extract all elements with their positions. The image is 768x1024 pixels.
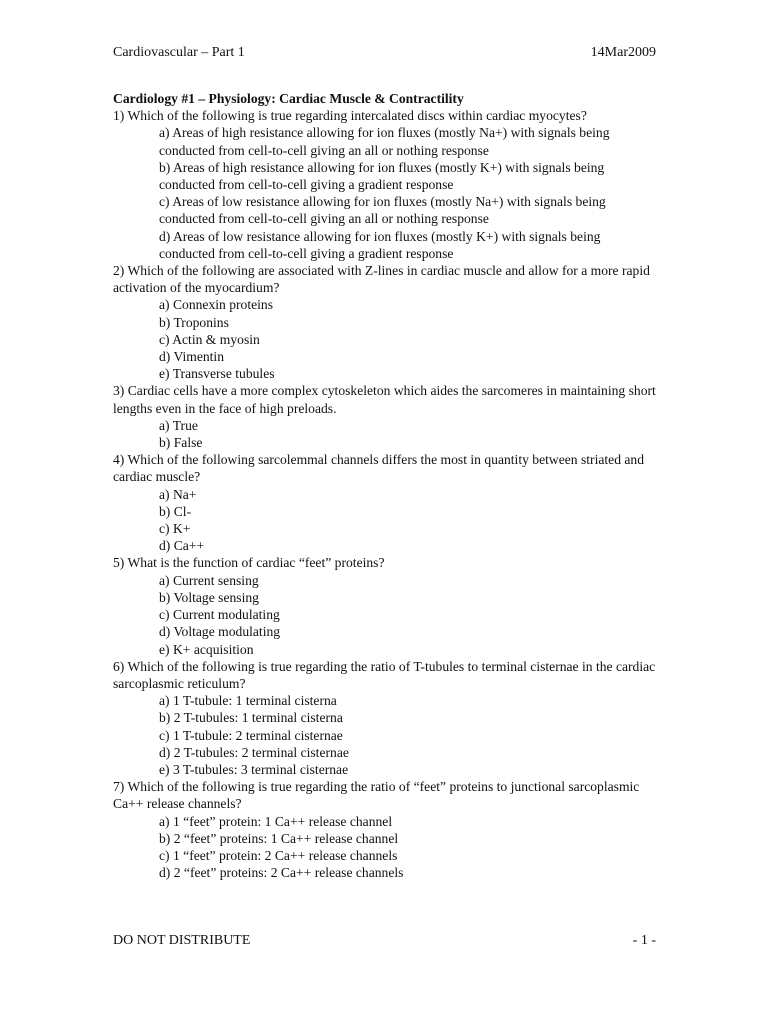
answer-option: e) Transverse tubules	[159, 366, 275, 382]
answer-option: d) Vimentin	[159, 349, 225, 365]
answer-option: c) K+	[159, 521, 191, 537]
answer-option: a) Areas of high resistance allowing for ion fluxes (mostly Na+) with signals being conducted from cell-to-cell giving an all or nothing response	[159, 125, 610, 158]
answer-option: d) 2 “feet” proteins: 2 Ca++ release channels	[159, 865, 404, 881]
header-course-title: Cardiovascular – Part 1	[113, 45, 245, 60]
answer-option: a) 1 “feet” protein: 1 Ca++ release channel	[159, 813, 393, 829]
question-stem: 4) Which of the following sarcolemmal channels differs the most in quantity between striated and cardiac muscle?	[113, 452, 645, 485]
footer-notice: DO NOT DISTRIBUTE	[113, 933, 251, 948]
answer-option: c) Areas of low resistance allowing for ion fluxes (mostly Na+) with signals being conducted from cell-to-cell giving an all or nothing response	[159, 194, 606, 227]
quiz-title: Cardiology #1 – Physiology: Cardiac Muscle & Contractility	[113, 91, 464, 106]
question-stem: 2) Which of the following are associated with Z-lines in cardiac muscle and allow for a more rapid activation of the myocardium?	[113, 263, 650, 296]
answer-option: b) Areas of high resistance allowing for ion fluxes (mostly K+) with signals being conducted from cell-to-cell giving a gradient response	[159, 159, 605, 193]
answer-option: c) Actin & myosin	[159, 331, 260, 347]
question-stem: 7) Which of the following is true regarding the ratio of “feet” proteins to junctional sarcoplasmic Ca++ release channels?	[113, 779, 640, 812]
question-6	[113, 658, 658, 778]
answer-option: c) Current modulating	[159, 607, 280, 623]
question-2	[113, 262, 658, 382]
answer-option: c) 1 T-tubule: 2 terminal cisternae	[159, 727, 343, 743]
answer-option: e) 3 T-tubules: 3 terminal cisternae	[159, 761, 349, 777]
answer-option: b) 2 T-tubules: 1 terminal cisterna	[159, 710, 343, 726]
question-3	[113, 382, 658, 451]
answer-option: d) 2 T-tubules: 2 terminal cisternae	[159, 744, 349, 760]
question-stem: 1) Which of the following is true regarding intercalated discs within cardiac myocytes?	[113, 108, 587, 124]
answer-option: a) 1 T-tubule: 1 terminal cisterna	[159, 693, 337, 709]
question-stem: 5) What is the function of cardiac “feet” proteins?	[113, 555, 385, 571]
answer-option: b) Cl-	[159, 503, 192, 519]
answer-option: c) 1 “feet” protein: 2 Ca++ release channels	[159, 847, 398, 863]
answer-option: b) 2 “feet” proteins: 1 Ca++ release channel	[159, 830, 399, 846]
answer-option: d) Ca++	[159, 538, 205, 554]
answer-option: e) K+ acquisition	[159, 641, 254, 657]
answer-option: b) Voltage sensing	[159, 589, 259, 605]
page-number: - 1 -	[632, 933, 656, 948]
question-7	[113, 778, 658, 881]
quiz-content	[113, 90, 658, 881]
answer-option: a) Na+	[159, 486, 197, 502]
question-1	[113, 107, 658, 262]
answer-option: b) False	[159, 435, 203, 451]
question-4	[113, 451, 658, 554]
answer-option: a) Current sensing	[159, 572, 259, 588]
header-date: 14Mar2009	[590, 45, 656, 60]
answer-option: b) Troponins	[159, 314, 229, 330]
answer-option: d) Areas of low resistance allowing for ion fluxes (mostly K+) with signals being conducted from cell-to-cell giving a gradient response	[159, 228, 601, 261]
answer-option: a) True	[159, 417, 198, 433]
answer-option: d) Voltage modulating	[159, 624, 281, 640]
question-stem: 6) Which of the following is true regarding the ratio of T-tubules to terminal cisternae in the cardiac sarcoplasmic reticulum?	[113, 658, 656, 691]
answer-option: a) Connexin proteins	[159, 297, 274, 313]
question-stem: 3) Cardiac cells have a more complex cytoskeleton which aides the sarcomeres in maintaining short lengths even in the face of high preloads.	[113, 383, 656, 416]
question-5	[113, 554, 658, 657]
